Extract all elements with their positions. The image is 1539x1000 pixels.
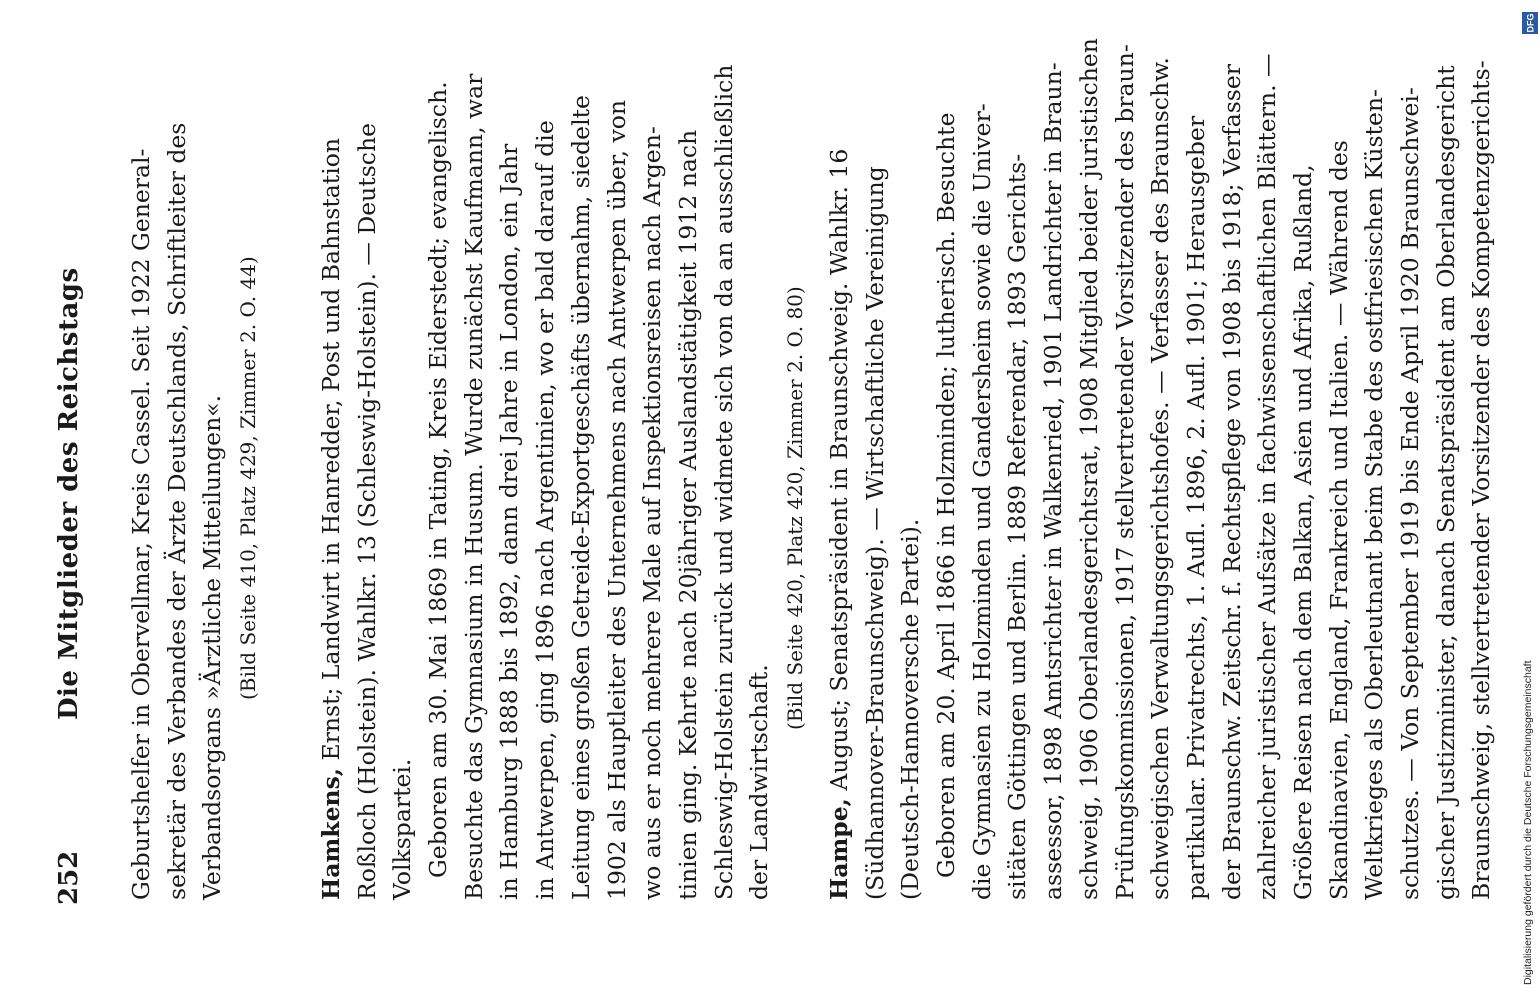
text-line: in Hamburg 1888 bis 1892, dann drei Jahre in London, ein Jahr (495, 143, 524, 900)
entry-continuation (124, 40, 267, 900)
text-line: der Landwirtschaft. (745, 664, 774, 900)
text-line: Geburtshelfer in Obervellmar, Kreis Cassel. Seit 1922 General- (127, 148, 155, 900)
text-line: die Gymnasien zu Holzminden und Gandersheim sowie die Univer- (967, 103, 996, 900)
text-line: Volkspartei. (388, 758, 417, 900)
text-line: tinien ging. Kehrte nach 20jähriger Auslandstätigkeit 1912 nach (673, 129, 702, 900)
entry-heading-rest: August; Senatspräsident in Braunschweig. Wahlkr. 16 (825, 148, 853, 799)
text-line: schutzes. — Von September 1919 bis Ende April 1920 Braunschwei- (1396, 87, 1424, 900)
text-line: in Antwerpen, ging 1896 nach Argentinien, wo er bald darauf die (531, 120, 560, 900)
text-line: (Deutsch-Hannoversche Partei). (896, 518, 925, 900)
text-line: Geboren am 20. April 1866 in Holzminden; lutherisch. Besuchte (932, 112, 961, 878)
entry-name: Hamkens, (317, 767, 345, 900)
digitization-credit: Digitalisierung gefördert durch die Deutsche Forschungsgemeinschaft (1522, 660, 1534, 985)
text-line: (Südhannover-Braunschweig). — Wirtschaftliche Vereinigung (860, 166, 889, 900)
text-line: Größere Reisen nach dem Balkan, Asien und Afrika, Rußland, (1288, 164, 1317, 900)
text-line: Prüfungskommissionen, 1917 stellvertretender Vorsitzender des braun- (1110, 44, 1139, 900)
text-line: Verbandsorgans »Ärztliche Mitteilungen«. (198, 394, 227, 900)
entry-name: Hampe, (825, 798, 853, 900)
text-line: schweig, 1906 Oberlandesgerichtsrat, 1908 Mitglied beider juristischen (1074, 38, 1103, 900)
text-line: Geboren am 30. Mai 1869 in Tating, Kreis Eiderstedt; evangelisch. (424, 81, 453, 878)
text-line: Braunschweig, stellvertretender Vorsitzender des Kompetenzgerichts- (1467, 60, 1496, 900)
text-line: Schleswig-Holstein zurück und widmete sich von da an ausschließlich (709, 64, 738, 900)
text-line: partikular. Privatrechts, 1. Aufl. 1896, 2. Aufl. 1901; Herausgeber (1181, 115, 1210, 900)
entry-heading-line (314, 40, 350, 900)
text-line: Roßloch (Holstein). Wahlkr. 13 (Schleswig-Holstein). — Deutsche (352, 123, 381, 900)
entry-hampe (822, 40, 1500, 900)
text-line: assessor, 1898 Amtsrichter in Walkenried, 1901 Landrichter in Braun- (1039, 62, 1068, 900)
dfg-logo: DFG (1522, 12, 1538, 34)
text-line: Weltkrieges als Oberleutnant beim Stabe des ostfriesischen Küsten- (1360, 89, 1389, 900)
photo-reference: (Bild Seite 420, Platz 420, Zimmer 2. O. 80) (782, 286, 807, 730)
photo-reference: (Bild Seite 410, Platz 429, Zimmer 2. O. 44) (236, 256, 261, 700)
text-line: 1902 als Hauptleiter des Unternehmens nach Antwerpen über, von (602, 100, 631, 900)
text-line: wo aus er noch mehrere Male auf Inspektionsreisen nach Argen- (638, 126, 667, 900)
text-line: schweigischen Verwaltungsgerichtshofes. — Verfasser des Braunschw. (1146, 57, 1175, 900)
page-number: 252 (54, 850, 84, 905)
entry-heading-rest: Ernst; Landwirt in Hanredder, Post und Bahnstation (317, 137, 345, 768)
text-line: sekretär des Verbandes der Ärzte Deutschlands, Schriftleiter des (162, 122, 191, 900)
page-header-title: Die Mitglieder des Reichstags (54, 267, 84, 720)
entry-hamkens (314, 40, 814, 900)
entry-heading-line (822, 40, 858, 900)
text-line: Besuchte das Gymnasium in Husum. Wurde zunächst Kaufmann, war (459, 73, 488, 900)
text-line: der Braunschw. Zeitschr. f. Rechtspflege von 1908 bis 1918; Verfasser (1217, 64, 1246, 900)
text-line: zahlreicher juristischer Aufsätze in fachwissenschaftlichen Blättern. — (1253, 53, 1282, 900)
text-line: sitäten Göttingen und Berlin. 1889 Referendar, 1893 Gerichts- (1003, 153, 1032, 900)
text-line: gischer Justizminister, danach Senatspräsident am Oberlandesgericht (1431, 65, 1460, 900)
text-line: Leitung eines großen Getreide-Exportgeschäfts übernahm, siedelte (566, 95, 595, 900)
text-line: Skandinavien, England, Frankreich und Italien. — Während des (1324, 140, 1353, 900)
